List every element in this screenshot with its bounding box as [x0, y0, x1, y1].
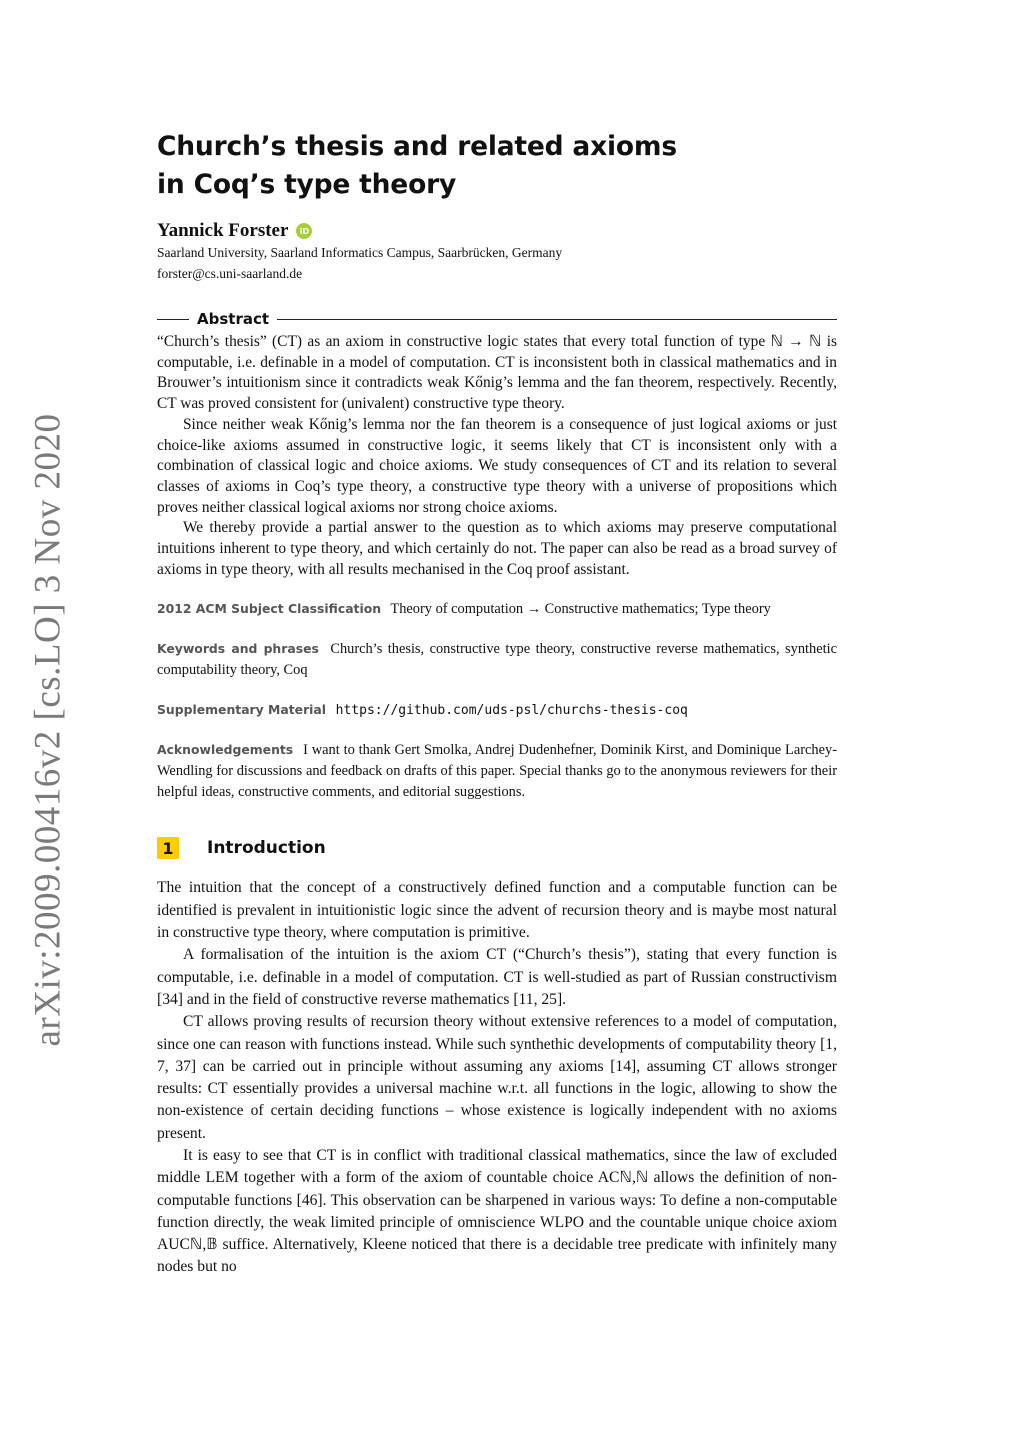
introduction-body — [157, 877, 837, 1278]
keywords-text: Church’s thesis, constructive type theory, constructive reverse mathematics, synthetic computability theory, Coq — [157, 641, 837, 679]
acknowledgements-label: Acknowledgements — [157, 742, 294, 758]
abstract-paragraph-1: “Church’s thesis” (CT) as an axiom in constructive logic states that every total function of type ℕ → ℕ is computable, i.e. definable in a model of computation. CT is inconsistent both in classical mathematics and in Brouwer’s intuitionism since it contradicts weak Kőnig’s lemma and the fan theorem, respectively. Recently, CT was proved consistent for (univalent) constructive type theory. — [157, 333, 837, 413]
abstract-body — [157, 332, 837, 580]
abstract-rule-right — [277, 319, 837, 320]
acm-classification — [157, 598, 837, 620]
arxiv-identifier: arXiv:2009.00416v2 [cs.LO] 3 Nov 2020 — [27, 413, 69, 1047]
arxiv-sidebar — [0, 0, 96, 1442]
intro-paragraph-1: The intuition that the concept of a constructively defined function and a computable function can be identified is prevalent in intuitionistic logic since the advent of recursion theory and is maybe most natural in constructive type theory, where computation is primitive. — [157, 879, 837, 942]
intro-paragraph-2: A formalisation of the intuition is the axiom CT (“Church’s thesis”), stating that every function is computable, i.e. definable in a model of computation. CT is well-studied as part of Russian constructivism [34] and in the field of constructive reverse mathematics [11, 25]. — [157, 946, 837, 1008]
author-affiliation: Saarland University, Saarland Informatics Campus, Saarbrücken, Germany — [157, 245, 563, 260]
section-heading — [157, 837, 837, 859]
supplementary-material — [157, 699, 837, 721]
title-line-1: Church’s thesis and related axioms — [157, 131, 677, 162]
abstract-label: Abstract — [197, 310, 270, 328]
keywords-label: Keywords and phrases — [157, 641, 319, 657]
author-line — [157, 220, 837, 242]
acm-text: Theory of computation → Constructive mathematics; Type theory — [390, 601, 771, 618]
intro-paragraph-3: CT allows proving results of recursion theory without extensive references to a model of computation, since one can reason with functions instead. While such synthethic developments of computability theory [1, 7, 37] can be carried out in principle without assuming any axioms [14], assuming CT allows stronger results: CT essentially provides a universal machine w.r.t. all functions in the logic, allowing to show the non-existence of certain deciding functions – whose existence is logically independent with no axioms present. — [157, 1013, 837, 1142]
section-title: Introduction — [207, 838, 326, 859]
abstract-paragraph-2: Since neither weak Kőnig’s lemma nor the fan theorem is a consequence of just logical axioms or just choice-like axioms assumed in constructive logic, it seems likely that CT is inconsistent only with a combination of classical logic and choice axioms. We study consequences of CT and its relation to several classes of axioms in Coq’s type theory, a constructive type theory with a universe of propositions which proves neither classical logical axioms nor strong choice axioms. — [157, 415, 837, 516]
acm-label: 2012 ACM Subject Classification — [157, 601, 382, 617]
abstract-paragraph-3: We thereby provide a partial answer to the question as to which axioms may preserve computational intuitions inherent to type theory, and which certainly do not. The paper can also be read as a broad survey of axioms in type theory, with all results mechanised in the Coq proof assistant. — [157, 519, 837, 578]
acknowledgements — [157, 739, 837, 803]
title-line-2: in Coq’s type theory — [157, 169, 457, 200]
abstract-rule-left — [157, 319, 189, 320]
author-email[interactable]: forster@cs.uni-saarland.de — [157, 266, 303, 281]
intro-paragraph-4: It is easy to see that CT is in conflict with traditional classical mathematics, since the law of excluded middle LEM together with a form of the axiom of countable choice ACℕ,ℕ allows the definition of non-computable functions [46]. This observation can be sharpened in various ways: To define a non-computable function directly, the weak limited principle of omniscience WLPO and the countable unique choice axiom AUCℕ,𝔹 suffice. Alternatively, Kleene noticed that there is a decidable tree predicate with infinitely many nodes but no — [157, 1147, 837, 1276]
author-name: Yannick Forster — [157, 220, 289, 241]
section-number: 1 — [157, 837, 179, 859]
abstract-heading — [157, 310, 837, 328]
supplementary-label: Supplementary Material — [157, 702, 327, 718]
acknowledgements-text: I want to thank Gert Smolka, Andrej Dudenhefner, Dominik Kirst, and Dominique Larchey-Wendling for discussions and feedback on drafts of this paper. Special thanks go to the anonymous reviewers for their helpful ideas, constructive comments, and editorial suggestions. — [157, 742, 837, 801]
paper-page — [157, 128, 837, 1279]
paper-title — [157, 128, 837, 204]
supplementary-link[interactable]: https://github.com/uds-psl/churchs-thesis-coq — [335, 703, 688, 719]
keywords — [157, 638, 837, 681]
orcid-icon[interactable]: iD — [296, 223, 312, 239]
